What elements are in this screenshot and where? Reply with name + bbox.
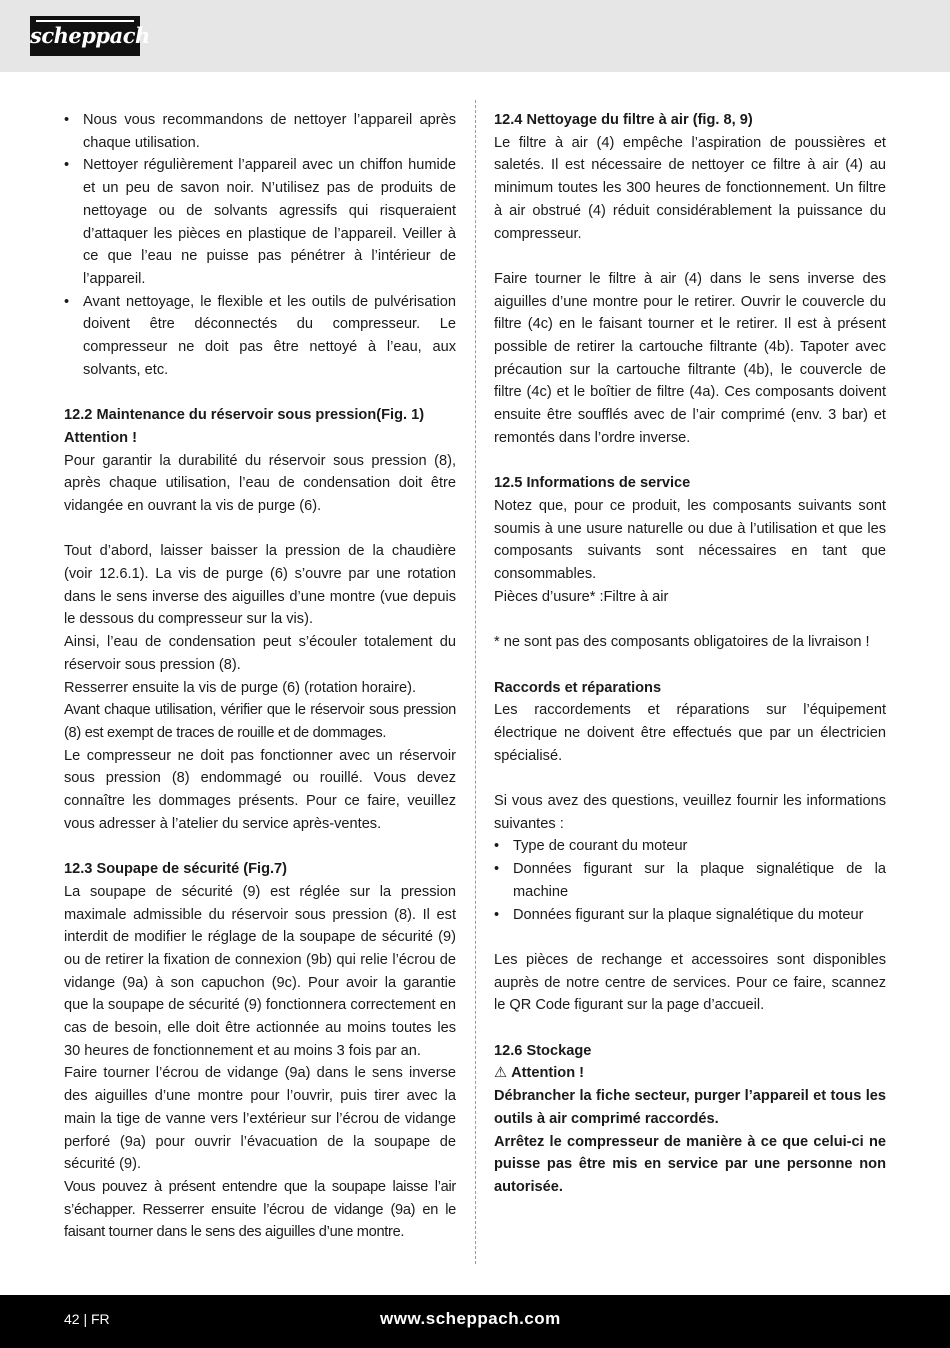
section-heading-12-4: 12.4 Nettoyage du filtre à air (fig. 8, 9) [494,112,753,128]
page-footer [0,1295,950,1348]
paragraph: Les raccordements et réparations sur l’équipement électrique ne doivent être effectués que par un électricien spécialisé. [494,702,886,764]
warning-triangle-icon: ⚠ [494,1065,508,1082]
right-column [494,109,886,1199]
list-item: • Nettoyer régulièrement l’appareil avec un chiffon humide et un peu de savon noir. N’utilisez pas de produits de nettoyage ou de solvants agressifs qui risqueraient d’attaquer les pièces en plastique de l’appareil. Veiller à ce que l’eau ne puisse pas pénétrer à l’intérieur de l’appareil. [64,154,456,290]
page-number: 42 | FR [64,1311,110,1327]
section-heading-12-3: 12.3 Soupape de sécurité (Fig.7) [64,861,288,878]
left-column [64,109,456,1244]
scheppach-logo: scheppach [30,16,140,56]
attention-line [494,1062,886,1085]
storage-warning-text: Arrêtez le compresseur de manière à ce que celui-ci ne puisse pas être mis en service par une personne non autorisée. [494,1133,886,1195]
paragraph: Le filtre à air (4) empêche l’aspiration de poussières et saletés. Il est nécessaire de nettoyer ce filtre à air (4) au minimum toutes les 300 heures de fonctionnement. Un filtre à air obstrué (4) réduit considérablement la puissance du compresseur. [494,134,886,242]
paragraph: Faire tourner l’écrou de vidange (9a) dans le sens inverse des aiguilles d’une montre pour l’ouvrir, puis tirer avec la main la tige de vanne vers l’extérieur sur l’écrou de vidange perforé (9a) pour ouvrir l’évacuation de la soupape de sécurité (9). [64,1065,456,1173]
list-item: • Type de courant du moteur [494,835,886,858]
paragraph: Notez que, pour ce produit, les composants suivants sont soumis à une usure naturelle ou due à l’utilisation et que les composants suivants sont nécessaires en tant que consommables. [494,497,886,583]
paragraph: Le compresseur ne doit pas fonctionner avec un réservoir sous pression (8) endommagé ou rouillé. Vous devez connaître les dommages présents. Pour ce faire, veuillez vous adresser à l’atelier du service après-ventes. [64,747,456,832]
paragraph: La soupape de sécurité (9) est réglée sur la pression maximale admissible du réservoir sous pression (8). Il est interdit de modifier le réglage de la soupape de sécurité (9) ou de retirer la fixation de connexion (9b) qui relie l’écrou de vidange (9a) à son capuchon (9c). Pour avoir la garantie que la soupape de sécurité (9) fonctionnera correctement en cas de besoin, elle doit être actionnée au moins toutes les 30 heures de fonctionnement et au moins 3 fois par an. [64,883,456,1059]
paragraph: Pièces d’usure* :Filtre à air [494,588,669,605]
paragraph: Tout d’abord, laisser baisser la pression de la chaudière (voir 12.6.1). La vis de purge (6) s’ouvre par une rotation dans le sens inverse des aiguilles d’une montre (vue depuis le dessous du compresseur sur la vis). [64,543,456,628]
list-item: • Données figurant sur la plaque signalétique du moteur [494,904,886,927]
page-header [0,0,950,72]
column-divider [475,100,476,1264]
section-heading-12-2: 12.2 Maintenance du réservoir sous pression(Fig. 1) [64,407,425,424]
paragraph: Si vous avez des questions, veuillez fournir les informations suivantes : [494,793,886,832]
service-info-list [494,835,886,926]
website-url: www.scheppach.com [380,1309,561,1328]
list-item: • Données figurant sur la plaque signalétique de la machine [494,858,886,903]
cleaning-bullet-list [64,109,456,381]
paragraph: Les pièces de rechange et accessoires sont disponibles auprès de notre centre de services. Pour ce faire, scannez le QR Code figurant sur la page d’accueil. [494,951,886,1014]
paragraph: Ainsi, l’eau de condensation peut s’écouler totalement du réservoir sous pression (8). [64,634,456,673]
attention-label: Attention ! [511,1065,585,1082]
paragraph: Pour garantir la durabilité du réservoir sous pression (8), après chaque utilisation, l’eau de condensation doit être vidangée en ouvrant la vis de purge (6). [64,452,456,514]
section-heading-12-5: 12.5 Informations de service [494,475,691,492]
paragraph: Vous pouvez à présent entendre que la soupape laisse l’air s’échapper. Resserrer ensuite l’écrou de vidange (9a) en le faisant tourner dans le sens des aiguilles d’une montre. [64,1179,456,1241]
list-item: • Avant nettoyage, le flexible et les outils de pulvérisation doivent être déconnectés du compresseur. Le compresseur ne doit pas être nettoyé à l’eau, aux solvants, etc. [64,291,456,382]
paragraph: Avant chaque utilisation, vérifier que le réservoir sous pression (8) est exempt de traces de rouille et de dommages. [64,702,456,741]
paragraph: Faire tourner le filtre à air (4) dans le sens inverse des aiguilles d’une montre pour le retirer. Ouvrir le couvercle du filtre (4c) en le faisant tourner et le retirer. Il est à présent possible de retirer la cartouche filtrante (4b). Tapoter avec précaution sur la cartouche filtrante (4b), le couvercle de filtre (4c) et le boîtier de filtre (4a). Ces composants doivent ensuite être soufflés avec de l’air comprimé (env. 3 bar) et remontés dans l’ordre inverse. [494,270,886,446]
paragraph: Resserrer ensuite la vis de purge (6) (rotation horaire). [64,679,417,696]
section-heading-raccords: Raccords et réparations [494,679,662,696]
paragraph: * ne sont pas des composants obligatoires de la livraison ! [494,634,870,651]
attention-label: Attention ! [64,429,137,446]
storage-warning-text: Débrancher la fiche secteur, purger l’appareil et tous les outils à air comprimé raccordés. [494,1088,886,1127]
section-heading-12-6: 12.6 Stockage [494,1042,592,1059]
list-item: • Nous vous recommandons de nettoyer l’appareil après chaque utilisation. [64,109,456,154]
